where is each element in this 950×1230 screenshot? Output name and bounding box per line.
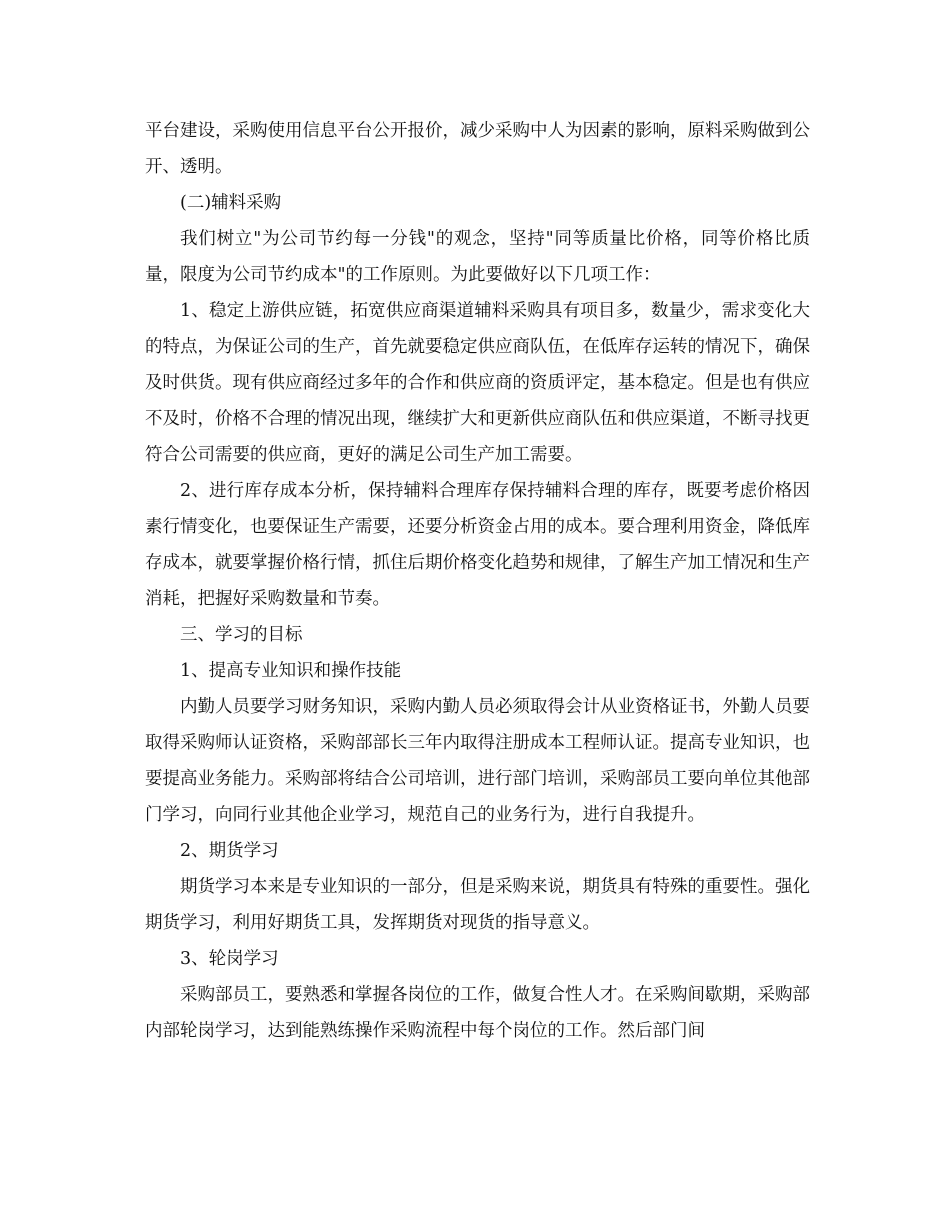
subheading-job-rotation: 3、轮岗学习 xyxy=(180,949,279,969)
subheading-futures-learning: 2、期货学习 xyxy=(180,841,279,861)
paragraph-cost-saving-principle: 我们树立"为公司节约每一分钱"的观念，坚持"同等质量比价格，同等价格比质量，限度为公司节约成本"的工作原则。为此要做好以下几项工作： xyxy=(145,229,810,285)
paragraph-inventory-cost-analysis: 2、进行库存成本分析，保持辅料合理库存保持辅料合理的库存，既要考虑价格因素行情变化，也要保证生产需要，还要分析资金占用的成本。要合理利用资金，降低库存成本，就要掌握价格行情，抓住后期价格变化趋势和规律，了解生产加工情况和生产消耗，把握好采购数量和节奏。 xyxy=(145,481,810,609)
paragraph-platform-construction: 平台建设，采购使用信息平台公开报价，减少采购中人为因素的影响，原料采购做到公开、透明。 xyxy=(145,121,810,177)
section-heading-auxiliary-purchasing: (二)辅料采购 xyxy=(180,193,282,213)
paragraph-professional-skills: 内勤人员要学习财务知识，采购内勤人员必须取得会计从业资格证书，外勤人员要取得采购师认证资格，采购部部长三年内取得注册成本工程师认证。提高专业知识，也要提高业务能力。采购部将结合公司培训，进行部门培训，采购部员工要向单位其他部门学习，向同行业其他企业学习，规范自己的业务行为，进行自我提升。 xyxy=(145,697,810,825)
section-heading-learning-goals: 三、学习的目标 xyxy=(180,625,303,645)
paragraph-futures-learning: 期货学习本来是专业知识的一部分，但是采购来说，期货具有特殊的重要性。强化期货学习，利用好期货工具，发挥期货对现货的指导意义。 xyxy=(145,877,810,933)
subheading-professional-skills: 1、提高专业知识和操作技能 xyxy=(180,661,402,681)
paragraph-job-rotation: 采购部员工，要熟悉和掌握各岗位的工作，做复合性人才。在采购间歇期，采购部内部轮岗学习，达到能熟练操作采购流程中每个岗位的工作。然后部门间 xyxy=(145,985,810,1041)
document-body xyxy=(145,113,810,1049)
paragraph-stabilize-supply-chain: 1、稳定上游供应链，拓宽供应商渠道辅料采购具有项目多，数量少，需求变化大的特点，为保证公司的生产，首先就要稳定供应商队伍，在低库存运转的情况下，确保及时供货。现有供应商经过多年的合作和供应商的资质评定，基本稳定。但是也有供应不及时，价格不合理的情况出现，继续扩大和更新供应商队伍和供应渠道，不断寻找更符合公司需要的供应商，更好的满足公司生产加工需要。 xyxy=(145,301,810,465)
